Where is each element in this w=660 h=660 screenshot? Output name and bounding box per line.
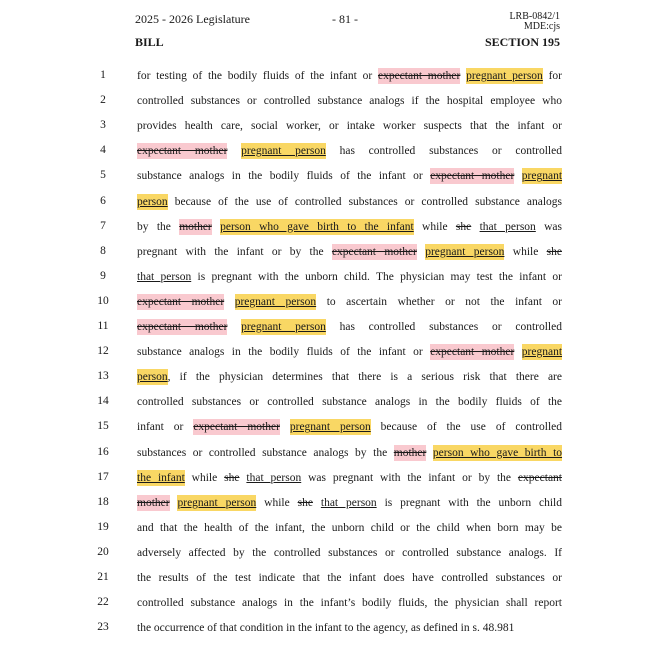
line-number: 10 [97, 294, 109, 307]
line-number: 17 [97, 470, 109, 483]
line-text [137, 245, 562, 260]
plain-text: has controlled substances or controlled [325, 321, 562, 333]
bill-line [0, 318, 660, 343]
inserted-text: person who gave birth to the infant [220, 220, 414, 233]
line-text [137, 94, 562, 109]
plain-text: while [184, 471, 225, 484]
inserted-text: pregnant person [241, 145, 326, 158]
plain-text: by the [137, 220, 180, 233]
line-number: 19 [97, 520, 109, 533]
bill-line [0, 218, 660, 243]
plain-text: substance analogs in the bodily fluids of the infant or [137, 346, 431, 359]
bill-line [0, 444, 660, 469]
deleted-text: expectant mother [137, 145, 228, 158]
plain-text: controlled substance analogs in the infant’s bodily fluids, the physician shall report [137, 597, 562, 610]
underlined-text: that person [479, 220, 536, 233]
line-number: 23 [97, 621, 109, 634]
line-number: 18 [97, 495, 109, 508]
bill-label: BILL [135, 35, 164, 49]
line-text [137, 295, 562, 310]
underlined-text: that person [137, 270, 192, 283]
line-number: 12 [97, 345, 109, 358]
deleted-text: expectant mother [331, 245, 417, 258]
struck-text: she [546, 245, 562, 258]
drafter-code: MDE:cjs [523, 21, 560, 32]
plain-text [417, 246, 425, 258]
line-text [137, 471, 562, 486]
line-text [137, 420, 562, 435]
plain-text: because of the use of controlled [370, 421, 562, 434]
deleted-text: expectant mother [430, 346, 515, 359]
plain-text: and that the health of the infant, the unborn child or the child when born may be [137, 521, 562, 534]
struck-text: she [455, 220, 472, 233]
bill-line [0, 268, 660, 293]
bill-line [0, 167, 660, 192]
plain-text: for [542, 70, 562, 82]
struck-text: she [224, 471, 240, 484]
bill-line [0, 293, 660, 318]
bill-line [0, 142, 660, 167]
deleted-text: mother [393, 446, 427, 459]
line-text [137, 320, 562, 335]
plain-text: infant or [137, 421, 194, 434]
plain-text: controlled substances or controlled substance analogs if the hospital employee who [137, 95, 562, 108]
line-number: 7 [100, 219, 106, 232]
bill-line [0, 193, 660, 218]
plain-text [426, 447, 433, 459]
plain-text: while [256, 496, 298, 509]
inserted-text: pregnant person [241, 321, 326, 333]
line-text [137, 571, 562, 586]
line-number: 6 [100, 194, 106, 207]
line-number: 2 [100, 94, 106, 107]
line-text [137, 69, 562, 84]
line-text [137, 370, 562, 385]
plain-text: adversely affected by the controlled substances or controlled substance analogs. If [137, 546, 562, 559]
page-number: - 81 - [332, 12, 358, 26]
line-text [137, 169, 562, 184]
deleted-text: expectant mother [377, 70, 461, 82]
line-number: 3 [100, 119, 106, 132]
inserted-text: person [137, 195, 168, 208]
line-text [137, 621, 562, 636]
underlined-text: that person [246, 471, 302, 484]
inserted-text: pregnant person [289, 421, 371, 434]
plain-text: has controlled substances or controlled [325, 145, 562, 158]
line-text [137, 546, 562, 561]
bill-line [0, 418, 660, 443]
plain-text: is pregnant with the unborn child. The physician may test the infant or [191, 270, 562, 283]
plain-text: was pregnant with the infant or by the [301, 471, 518, 484]
plain-text: while [504, 245, 547, 258]
inserted-text: pregnant [521, 170, 563, 183]
bill-line [0, 117, 660, 142]
bill-line [0, 92, 660, 117]
line-text [137, 220, 562, 235]
line-text [137, 395, 562, 410]
draft-code [509, 12, 560, 32]
plain-text [514, 346, 521, 358]
line-text [137, 496, 562, 511]
plain-text [227, 145, 241, 157]
bill-line [0, 393, 660, 418]
legislature-session: 2025 - 2026 Legislature [135, 12, 250, 26]
line-number: 9 [100, 269, 106, 282]
line-text [137, 119, 562, 134]
bill-line [0, 243, 660, 268]
plain-text: the occurrence of that condition in the infant to the agency, as defined in s. 48.981 [137, 622, 515, 635]
inserted-text: pregnant person [466, 70, 543, 82]
line-text [137, 596, 562, 611]
deleted-text: mother [137, 496, 170, 509]
line-number: 8 [100, 244, 106, 257]
bill-line [0, 544, 660, 569]
inserted-text: pregnant person [234, 295, 317, 308]
bill-line [0, 594, 660, 619]
struck-text: she [297, 496, 313, 509]
bill-line [0, 67, 660, 92]
plain-text: provides health care, social worker, or intake worker suspects that the infant or [137, 120, 562, 133]
section-label: SECTION 195 [484, 35, 560, 49]
inserted-text: person who gave birth to [432, 446, 563, 459]
plain-text [514, 170, 521, 182]
line-text [137, 195, 562, 210]
line-number: 11 [97, 320, 109, 332]
inserted-text: person [137, 371, 168, 384]
line-number: 20 [97, 545, 109, 558]
line-number: 13 [97, 370, 109, 383]
deleted-text: expectant mother [137, 295, 225, 308]
line-text [137, 270, 562, 285]
bill-line [0, 519, 660, 544]
plain-text [212, 221, 220, 233]
line-number: 14 [97, 395, 109, 408]
inserted-text: pregnant person [425, 245, 505, 258]
plain-text: for testing of the bodily fluids of the infant or [137, 70, 378, 82]
plain-text: pregnant with the infant or by the [137, 245, 332, 258]
inserted-text: pregnant [521, 346, 563, 359]
deleted-text: expectant mother [137, 321, 228, 333]
plain-text: to ascertain whether or not the infant or [316, 295, 563, 308]
plain-text: the results of the test indicate that the infant does have controlled substances or [137, 572, 562, 584]
plain-text [224, 296, 235, 308]
deleted-text: mother [179, 220, 212, 233]
line-text [137, 446, 562, 461]
plain-text: while [413, 220, 456, 233]
line-number: 21 [97, 571, 109, 583]
line-number: 5 [100, 169, 106, 182]
bill-line [0, 494, 660, 519]
plain-text: was [535, 220, 563, 233]
bill-line [0, 368, 660, 393]
deleted-text: expectant mother [430, 170, 515, 183]
line-number: 16 [97, 445, 109, 458]
bill-line [0, 343, 660, 368]
plain-text: substances or controlled substance analogs by the [137, 446, 394, 459]
bill-line [0, 569, 660, 594]
bill-line [0, 619, 660, 644]
plain-text [471, 221, 479, 233]
lrb-number: LRB-0842/1 [509, 11, 560, 22]
plain-text: because of the use of controlled substances or controlled substance analogs [167, 195, 562, 208]
inserted-text: pregnant person [177, 496, 257, 509]
plain-text [313, 497, 321, 509]
plain-text: substance analogs in the bodily fluids of the infant or [137, 170, 431, 183]
line-number: 1 [100, 69, 106, 81]
line-number: 22 [97, 596, 109, 609]
struck-text: expectant [517, 471, 562, 484]
plain-text: , if the physician determines that there is a serious risk that there are [167, 371, 562, 384]
inserted-text: the infant [137, 471, 185, 484]
line-text [137, 144, 562, 159]
plain-text: controlled substances or controlled substance analogs in the bodily fluids of the [137, 396, 562, 409]
deleted-text: expectant mother [193, 421, 280, 434]
line-number: 4 [100, 144, 106, 157]
underlined-text: that person [320, 496, 377, 509]
plain-text [227, 321, 241, 333]
bill-line [0, 469, 660, 494]
line-text [137, 521, 562, 536]
line-number: 15 [97, 420, 109, 433]
line-text [137, 345, 562, 360]
plain-text [280, 421, 290, 433]
plain-text: is pregnant with the unborn child [376, 496, 563, 509]
